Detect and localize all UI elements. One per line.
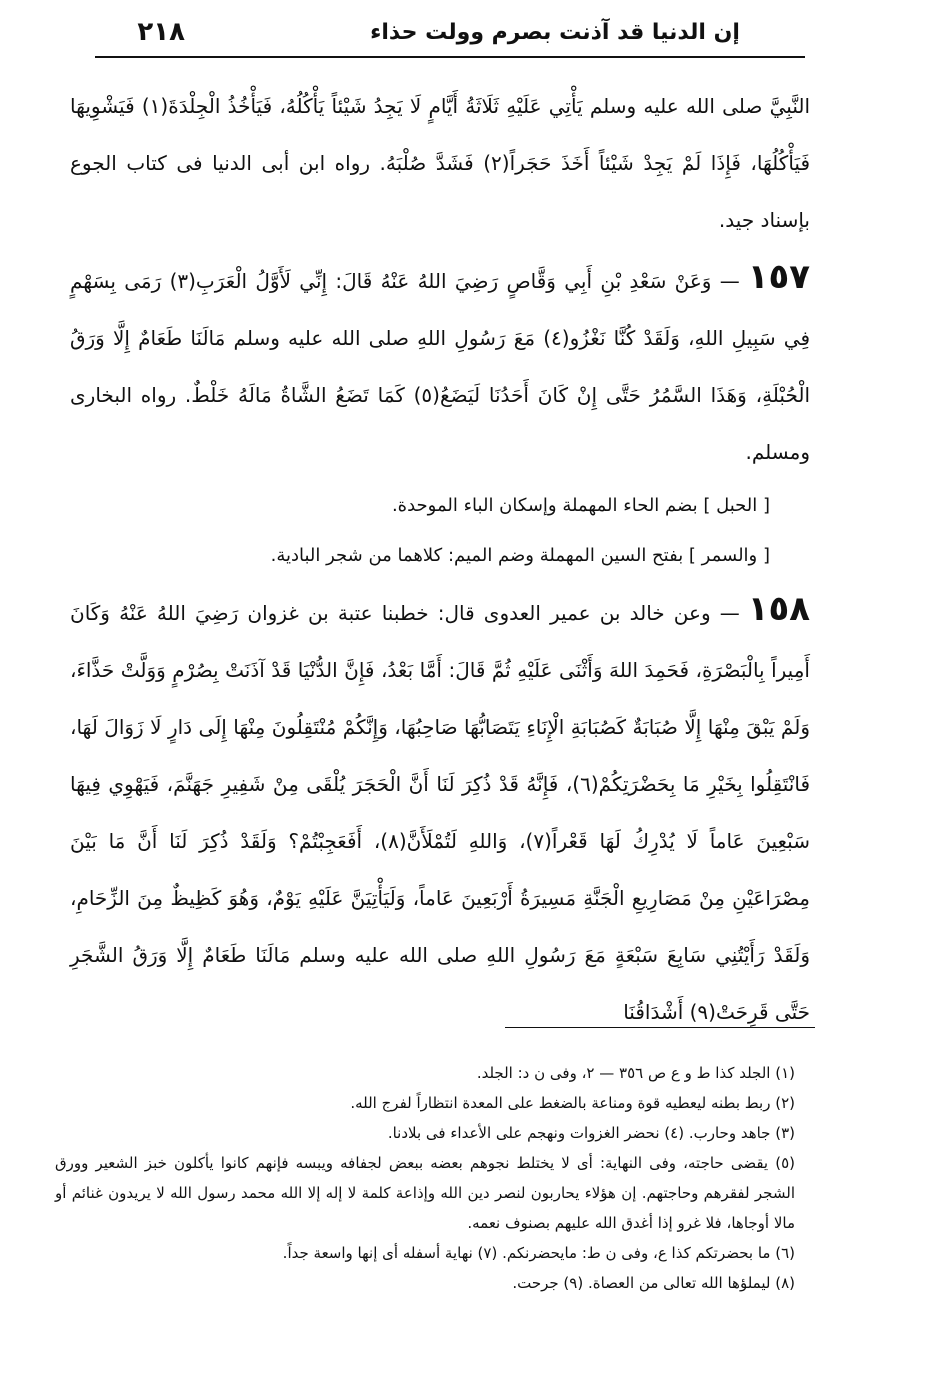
- footnote: (٢) ربط بطنه ليعطيه قوة ومناعة بالضغط على المعدة انتظاراً لفرج الله.: [350, 1094, 795, 1112]
- footnote: (٦) ما بحضرتكم كذا ع، وفى ن ط: مايحضرنكم. (٧) نهاية أسفله أى إنها واسعة جداً.: [282, 1244, 795, 1262]
- page-number: ٢١٨: [137, 17, 185, 47]
- footnotes: [55, 1058, 815, 1298]
- gloss-hubla: [70, 481, 810, 531]
- header-rule: [95, 56, 805, 58]
- gloss-samur: [70, 531, 810, 581]
- main-text: [70, 78, 810, 1041]
- page-header: [95, 12, 805, 52]
- footnote: (١) الجلد كذا ط و ع ص ٣٥٦ — ٢، وفى ن د: الجلد.: [476, 1064, 795, 1082]
- paragraph-text: النَّبِيَّ صلى الله عليه وسلم يَأْتِي عَلَيْهِ ثَلَاثَةُ أَيَّامٍ لَا يَجِدُ شَيْئاً يَأْكُلُهُ، فَيَأْخُذُ الْجِلْدَةَ(١) فَيَشْوِيهَا فَيَأْكُلُهَا، فَإِذَا لَمْ يَجِدْ شَيْئاً أَخَذَ حَجَراً(٢) فَشَدَّ صُلْبَهُ. رواه ابن أبى الدنيا فى كتاب الجوع بإسناد جيد.: [70, 94, 811, 232]
- hadith-number: ١٥٧: [747, 257, 810, 297]
- hadith-number: ١٥٨: [747, 589, 810, 629]
- paragraph-text: — وَعَنْ سَعْدِ بْنِ أَبِي وَقَّاصٍ رَضِيَ اللهُ عَنْهُ قَالَ: إِنِّي لَأَوَّلُ الْعَرَبِ(٣) رَمَى بِسَهْمٍ فِي سَبِيلِ اللهِ، وَلَقَدْ كُنَّا نَغْزُو(٤) مَعَ رَسُولِ اللهِ صلى الله عليه وسلم مَالَنَا طَعَامٌ إِلَّا وَرَقُ الْحُبْلَةِ، وَهَذَا السَّمُرُ حَتَّى إِنْ كَانَ أَحَدُنَا لَيَضَعُ(٥) كَمَا تَضَعُ الشَّاةُ مَالَهُ خَلْطٌ. رواه البخارى ومسلم.: [70, 269, 811, 464]
- gloss-text: [ والسمر ] بفتح السين المهملة وضم الميم: كلاهما من شجر البادية.: [270, 545, 770, 566]
- gloss-text: [ الحبل ] بضم الحاء المهملة وإسكان الباء الموحدة.: [391, 495, 770, 516]
- hadith-continuation: [70, 78, 810, 249]
- footnote-rule: [505, 1027, 815, 1028]
- paragraph-text: — وعن خالد بن عمير العدوى قال: خطبنا عتبة بن غزوان رَضِيَ اللهُ عَنْهُ وَكَانَ أَمِيراً بِالْبَصْرَةِ، فَحَمِدَ اللهَ وَأَثْنَى عَلَيْهِ ثُمَّ قَالَ: أَمَّا بَعْدُ، فَإِنَّ الدُّنْيَا قَدْ آذَنَتْ بِصُرْمٍ وَوَلَّتْ حَذَّاءَ، وَلَمْ يَبْقَ مِنْهَا إِلَّا صُبَابَةٌ كَصُبَابَةِ الْإِنَاءِ يَتَصَابُّهَا صَاحِبُهَا، وَإِنَّكُمْ مُنْتَقِلُونَ مِنْهَا إِلَى دَارٍ لَا زَوَالَ لَهَا، فَانْتَقِلُوا بِخَيْرِ مَا بِحَضْرَتِكُمْ(٦)، فَإِنَّهُ قَدْ ذُكِرَ لَنَا أَنَّ الْحَجَرَ يُلْقَى مِنْ شَفِيرِ جَهَنَّمَ، فَيَهْوِي فِيهَا سَبْعِينَ عَاماً لَا يُدْرِكُ لَهَا قَعْراً(٧)، وَاللهِ لَتُمْلَأَنَّ(٨)، أَفَعَجِبْتُمْ؟ وَلَقَدْ ذُكِرَ لَنَا أَنَّ مَا بَيْنَ مِصْرَاعَيْنِ مِنْ مَصَارِيعِ الْجَنَّةِ مَسِيرَةُ أَرْبَعِينَ عَاماً، وَلَيَأْتِيَنَّ عَلَيْهِ يَوْمٌ، وَهُوَ كَظِيظٌ مِنَ الزِّحَامِ، وَلَقَدْ رَأَيْتُنِي سَابِعَ سَبْعَةٍ مَعَ رَسُولِ اللهِ صلى الله عليه وسلم مَالَنَا طَعَامٌ إِلَّا وَرَقُ الشَّجَرِ حَتَّى قَرِحَتْ(٩) أَشْدَاقُنَا: [70, 601, 811, 1024]
- running-title: إن الدنيا قد آذنت بصرم وولت حذاء: [370, 19, 740, 45]
- footnote: (٨) ليملؤها الله تعالى من العصاة. (٩) جرحت.: [512, 1274, 795, 1292]
- hadith-157: [70, 249, 810, 481]
- footnote: (٣) جاهد وحارب. (٤) نحضر الغزوات ونهجم على الأعداء فى بلادنا.: [387, 1124, 795, 1142]
- footnote: (٥) يقضى حاجته، وفى النهاية: أى لا يختلط نجوهم بعضه ببعض لجفافه ويبسه فإنهم كانوا يأكلون خبز الشعير وورق الشجر لفقرهم وحاجتهم. إن هؤلاء يحاربون لنصر دين الله وإذاعة كلمة لا إله إلا الله محمد رسول الله لا يريدون غنائم أو مالا أوجاها، فلا غرو إذا أغدق الله عليهم بصنوف نعمه.: [55, 1154, 795, 1232]
- hadith-158: [70, 581, 810, 1041]
